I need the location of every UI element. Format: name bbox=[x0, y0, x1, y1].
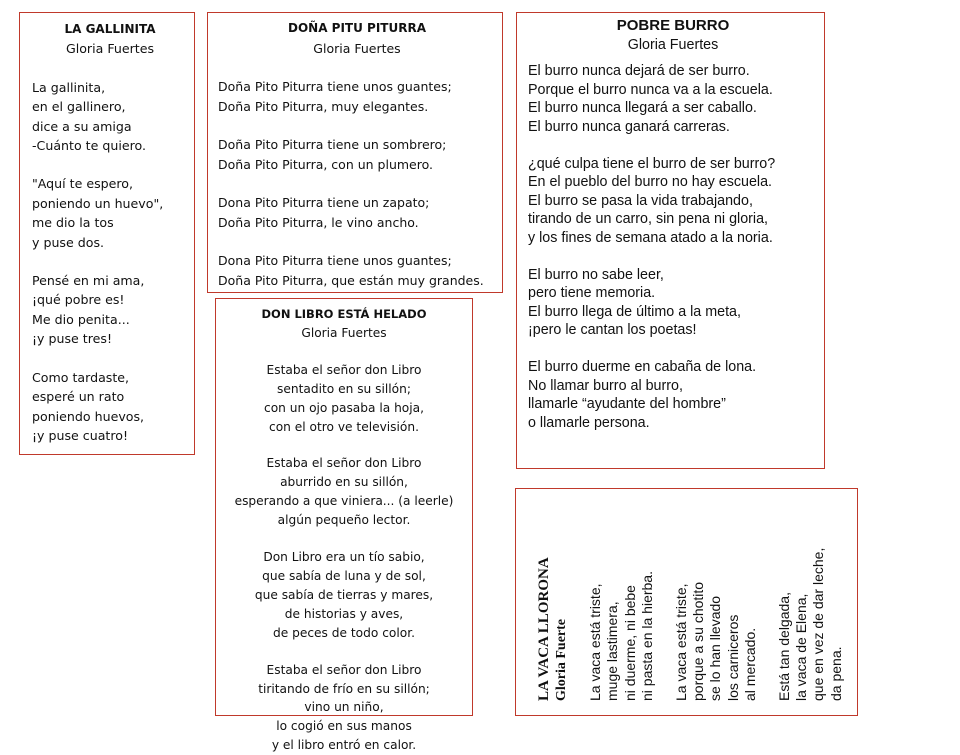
verse: o llamarle persona. bbox=[528, 414, 650, 431]
verse: ni duerme, ni bebe bbox=[621, 585, 638, 701]
verse: sentadito en su sillón; bbox=[277, 381, 411, 396]
verse: muge lastimera, bbox=[604, 601, 621, 701]
verse: y puse dos. bbox=[32, 234, 105, 250]
verse: y el libro entró en calor. bbox=[271, 738, 417, 753]
verse: La gallinita, bbox=[32, 79, 106, 95]
verse: dice a su amiga bbox=[32, 118, 132, 134]
poem-author: Gloria Fuertes bbox=[301, 325, 387, 340]
verse: que sabía de luna y de sol, bbox=[262, 568, 426, 583]
poem-title: POBRE BURRO bbox=[616, 17, 730, 34]
verse: lo cogió en sus manos bbox=[276, 719, 412, 734]
verse: Doña Pito Piturra, muy elegantes. bbox=[218, 98, 429, 114]
poem-author: Gloria Fuertes bbox=[65, 41, 155, 57]
verse: Doña Pito Piturra, con un plumero. bbox=[218, 156, 434, 172]
verse: Me dio penita... bbox=[32, 311, 130, 327]
verse: El burro nunca dejará de ser burro. bbox=[528, 63, 750, 80]
verse: Estaba el señor don Libro bbox=[266, 662, 422, 677]
verse: y los fines de semana atado a la noria. bbox=[528, 229, 773, 246]
verse: ¡pero le cantan los poetas! bbox=[528, 322, 697, 339]
stanza bbox=[528, 358, 818, 432]
stanza bbox=[220, 661, 468, 755]
verse: algún pequeño lector. bbox=[277, 513, 411, 528]
verse: me dio la tos bbox=[32, 215, 114, 231]
poem-title: DON LIBRO ESTÁ HELADO bbox=[261, 307, 427, 321]
stanza bbox=[220, 361, 468, 437]
stanza bbox=[32, 271, 188, 349]
poem-header bbox=[218, 19, 496, 58]
poem-author: Gloria Fuerte bbox=[554, 618, 569, 701]
stanza bbox=[673, 497, 760, 701]
poem-author: Gloria Fuertes bbox=[313, 40, 401, 56]
verse: Don Libro era un tío sabio, bbox=[263, 550, 425, 565]
verse: que sabía de tierras y mares, bbox=[254, 587, 434, 602]
verse: aburrido en su sillón, bbox=[280, 475, 408, 490]
poem-header bbox=[220, 305, 468, 343]
verse: Pensé en mi ama, bbox=[32, 273, 145, 289]
verse: El burro nunca llegará a ser caballo. bbox=[528, 100, 757, 117]
poem-title: DOÑA PITU PITURRA bbox=[288, 21, 426, 35]
stanza bbox=[220, 548, 468, 643]
stanza bbox=[528, 62, 818, 136]
stanza bbox=[528, 266, 818, 340]
verse: ¡y puse cuatro! bbox=[32, 427, 129, 443]
poem-title: LA GALLINITA bbox=[64, 22, 156, 36]
stanza bbox=[218, 193, 496, 232]
verse: esperando a que viniera... (a leerle) bbox=[234, 494, 454, 509]
verse: Dona Pito Piturra tiene unos guantes; bbox=[218, 253, 452, 268]
verse: se lo han llevado bbox=[707, 595, 724, 701]
verse: El burro nunca ganará carreras. bbox=[528, 118, 730, 135]
verse: vino un niño, bbox=[304, 700, 384, 715]
poem-header bbox=[32, 20, 188, 59]
verse: El burro se pasa la vida trabajando, bbox=[528, 192, 753, 209]
poem-header bbox=[528, 17, 818, 54]
stanza bbox=[32, 174, 188, 252]
verse: La vaca está triste, bbox=[587, 583, 603, 701]
verse: El burro llega de último a la meta, bbox=[528, 303, 741, 320]
verse: No llamar burro al burro, bbox=[528, 377, 683, 394]
verse: de historias y aves, bbox=[284, 606, 404, 621]
verse: llamarle “ayudante del hombre” bbox=[528, 396, 726, 413]
verse: pero tiene memoria. bbox=[528, 285, 656, 302]
verse: porque a su chotito bbox=[690, 581, 707, 701]
verse: Doña Pito Piturra tiene unos guantes; bbox=[218, 79, 452, 94]
verse: con el otro ve televisión. bbox=[269, 419, 419, 434]
verse: Dona Pito Piturra tiene un zapato; bbox=[218, 195, 430, 210]
verse: "Aquí te espero, bbox=[32, 176, 134, 192]
poem-title: LA VACA LLORONA bbox=[536, 557, 552, 701]
stanza bbox=[32, 78, 188, 156]
poem-don-libro-esta-helado bbox=[215, 298, 473, 753]
stanza bbox=[528, 155, 818, 248]
verse: Como tardaste, bbox=[32, 369, 130, 385]
verse: En el pueblo del burro no hay escuela. bbox=[528, 174, 773, 191]
stanza bbox=[776, 497, 846, 701]
verse: tiritando de frío en su sillón; bbox=[258, 681, 430, 696]
verse: la vaca de Elena, bbox=[793, 593, 810, 701]
verse: poniendo un huevo", bbox=[32, 195, 164, 211]
poem-pobre-burro bbox=[516, 12, 825, 469]
rotated-poem-text bbox=[516, 489, 858, 716]
verse: en el gallinero, bbox=[32, 99, 126, 115]
stanza bbox=[218, 77, 496, 116]
stanza bbox=[32, 368, 188, 446]
verse: Estaba el señor don Libro bbox=[266, 362, 422, 377]
poem-dona-pitu-piturra bbox=[207, 12, 503, 293]
verse: El burro no sabe leer, bbox=[528, 266, 664, 283]
verse: esperé un rato bbox=[32, 389, 125, 405]
stanza bbox=[218, 135, 496, 174]
verse: ni pasta en la hierba. bbox=[639, 571, 656, 701]
verse: ¡qué pobre es! bbox=[32, 292, 125, 308]
poem-author: Gloria Fuertes bbox=[627, 36, 719, 53]
stanza bbox=[218, 251, 496, 290]
verse: los carniceros bbox=[724, 614, 741, 701]
verse: Doña Pito Piturra tiene un sombrero; bbox=[218, 137, 447, 152]
verse: -Cuánto te quiero. bbox=[32, 138, 146, 154]
verse: que en vez de dar leche, bbox=[810, 547, 827, 701]
poem-header bbox=[536, 497, 570, 701]
verse: El burro duerme en cabaña de lona. bbox=[528, 358, 757, 375]
stanza bbox=[220, 454, 468, 530]
stanza bbox=[587, 497, 657, 701]
poem-la-gallinita bbox=[19, 12, 195, 455]
verse: tirando de un carro, sin pena ni gloria, bbox=[528, 211, 769, 228]
poem-la-vaca-llorona bbox=[515, 488, 858, 716]
verse: Porque el burro nunca va a la escuela. bbox=[528, 81, 773, 98]
verse: ¿qué culpa tiene el burro de ser burro? bbox=[528, 155, 776, 172]
verse: da pena. bbox=[827, 646, 844, 701]
verse: al mercado. bbox=[742, 627, 759, 701]
verse: La vaca está triste, bbox=[672, 583, 689, 701]
verse: ¡y puse tres! bbox=[32, 331, 112, 347]
verse: de peces de todo color. bbox=[273, 625, 415, 640]
verse: Doña Pito Piturra, que están muy grandes. bbox=[218, 272, 484, 288]
verse: poniendo huevos, bbox=[32, 408, 145, 424]
verse: Está tan delgada, bbox=[775, 592, 792, 701]
verse: con un ojo pasaba la hoja, bbox=[264, 400, 424, 415]
verse: Estaba el señor don Libro bbox=[266, 456, 422, 471]
verse: Doña Pito Piturra, le vino ancho. bbox=[218, 214, 419, 230]
